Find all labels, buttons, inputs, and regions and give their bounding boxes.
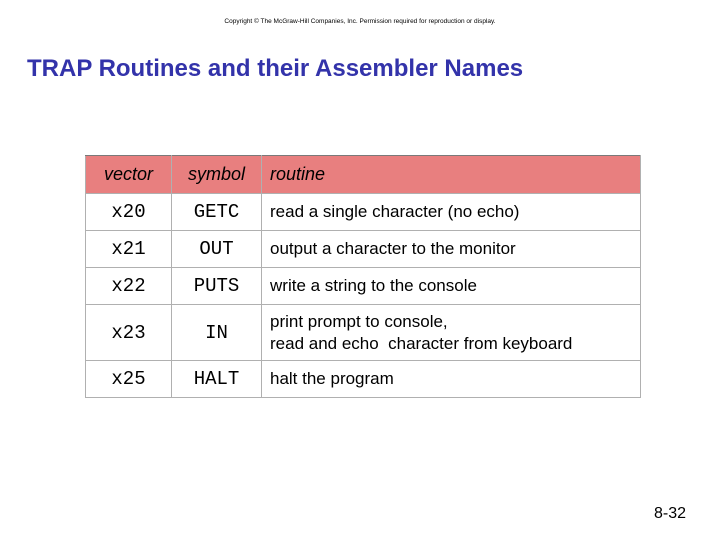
table-row — [86, 231, 641, 268]
symbol-cell: PUTS — [172, 268, 262, 305]
routine-line: halt the program — [270, 369, 394, 388]
symbol-cell: GETC — [172, 194, 262, 231]
routine-line: write a string to the console — [270, 276, 477, 295]
vector-cell: x22 — [86, 268, 172, 305]
routine-line: read and echo character from keyboard — [270, 333, 573, 353]
vector-cell: x25 — [86, 361, 172, 398]
vector-cell: x21 — [86, 231, 172, 268]
trap-routines-table — [85, 155, 641, 398]
routine-cell — [262, 305, 641, 361]
vector-cell: x20 — [86, 194, 172, 231]
routine-line: read a single character (no echo) — [270, 202, 520, 221]
table-header-row — [86, 156, 641, 194]
symbol-cell: IN — [172, 305, 262, 361]
routine-cell — [262, 361, 641, 398]
routine-line: output a character to the monitor — [270, 239, 516, 258]
routine-cell — [262, 231, 641, 268]
vector-cell: x23 — [86, 305, 172, 361]
header-routine: routine — [262, 156, 641, 194]
table-row — [86, 305, 641, 361]
header-symbol: symbol — [172, 156, 262, 194]
page-number: 8-32 — [654, 505, 687, 522]
slide-title: TRAP Routines and their Assembler Names — [27, 55, 524, 82]
routine-cell — [262, 268, 641, 305]
routine-cell — [262, 194, 641, 231]
copyright-notice: Copyright © The McGraw-Hill Companies, Inc. Permission required for reproduction or display. — [224, 18, 496, 25]
routine-line: print prompt to console, — [270, 311, 448, 331]
table-row — [86, 194, 641, 231]
symbol-cell: HALT — [172, 361, 262, 398]
table-row — [86, 268, 641, 305]
table-row — [86, 361, 641, 398]
symbol-cell: OUT — [172, 231, 262, 268]
header-vector: vector — [86, 156, 172, 194]
